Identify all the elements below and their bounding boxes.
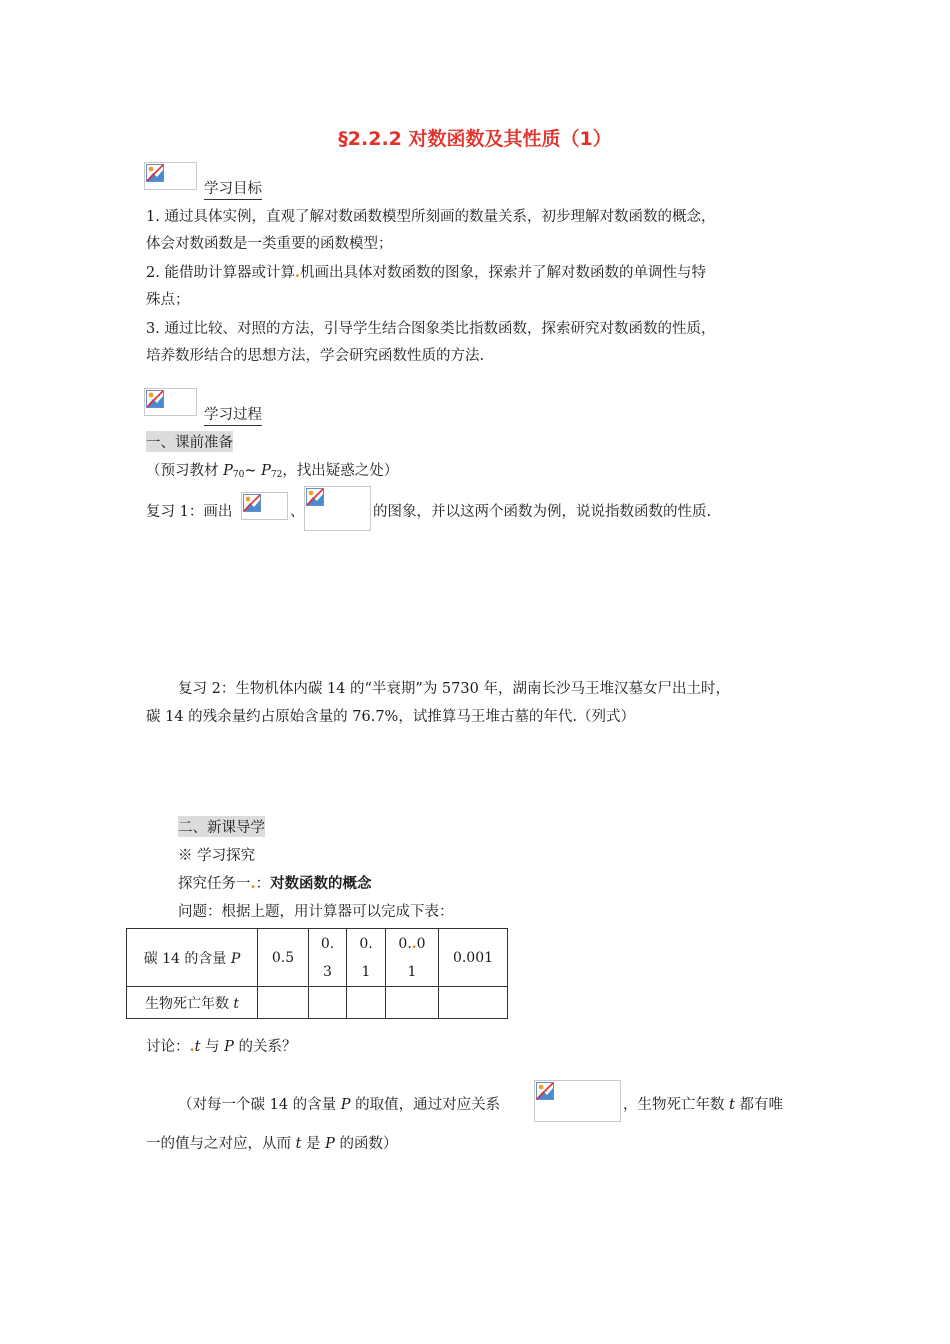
objective-3-line-2: 培养数形结合的思想方法，学会研究函数性质的方法. — [146, 348, 485, 364]
explore-heading: ※ 学习探究 — [178, 848, 256, 864]
table-cell: 0. 1 — [347, 929, 386, 987]
table-cell[interactable] — [258, 987, 309, 1019]
mark-dot: . — [411, 935, 417, 952]
review-2-line-1: 复习 2：生物机体内碳 14 的“半衰期”为 5730 年，湖南长沙马王堆汉墓女尸出土时， — [178, 681, 730, 697]
broken-image-icon — [144, 162, 197, 190]
objective-1-line-2: 体会对数函数是一类重要的函数模型； — [146, 236, 393, 252]
review-1-prefix: 复习 1：画出 — [146, 504, 233, 520]
table-cell[interactable] — [309, 987, 347, 1019]
note-line-2: 一的值与之对应，从而 t 是 P 的函数） — [146, 1136, 398, 1152]
table-header-cell: 碳 14 的含量 P — [127, 929, 258, 987]
review-1-separator: 、 — [290, 504, 305, 520]
objective-2-line-2: 殊点； — [146, 292, 190, 308]
process-heading: 学习过程 — [204, 403, 262, 426]
page-title: §2.2.2 对数函数及其性质（1） — [338, 128, 612, 150]
mark-dot: . — [250, 875, 256, 892]
note-line-1b: ，生物死亡年数 t 都有唯 — [623, 1097, 784, 1113]
task-heading: 探究任务一.：对数函数的概念 — [178, 875, 372, 892]
table-question: 问题：根据上题，用计算器可以完成下表： — [178, 904, 454, 920]
section-1-heading: 一、课前准备 — [146, 431, 233, 452]
review-2-line-2: 碳 14 的残余量约占原始含量的 76.7%，试推算马王堆古墓的年代.（列式） — [146, 709, 635, 725]
review-1-suffix: 的图象，并以这两个函数为例，说说指数函数的性质. — [373, 504, 712, 520]
table-cell: 0.5 — [258, 929, 309, 987]
table-row — [127, 929, 508, 987]
broken-image-icon — [241, 492, 288, 520]
table-cell[interactable] — [386, 987, 439, 1019]
objective-3-line-1: 3. 通过比较、对照的方法，引导学生结合图象类比指数函数，探索研究对数函数的性质， — [146, 321, 716, 337]
broken-image-icon — [534, 1080, 621, 1122]
table-cell: 0. 3 — [309, 929, 347, 987]
carbon-table — [126, 928, 508, 1019]
broken-image-icon — [144, 388, 197, 416]
discussion: 讨论：.t 与 P 的关系？ — [146, 1038, 297, 1055]
preview-note: （预习教材 $P_{70}\sim$ $P_{72}$，找出疑惑之处） — [146, 463, 399, 480]
table-header-cell: 生物死亡年数 t — [127, 987, 258, 1019]
objective-1-line-1: 1. 通过具体实例，直观了解对数函数模型所刻画的数量关系，初步理解对数函数的概念， — [146, 209, 716, 225]
table-cell[interactable] — [347, 987, 386, 1019]
section-2-heading: 二、新课导学 — [178, 816, 265, 837]
objectives-heading: 学习目标 — [204, 177, 262, 200]
objective-2-line-1: 2. 能借助计算器或计算.机画出具体对数函数的图象，探索并了解对数函数的单调性与特 — [146, 264, 707, 281]
table-cell[interactable] — [439, 987, 508, 1019]
table-row — [127, 987, 508, 1019]
note-line-1a: （对每一个碳 14 的含量 P 的取值，通过对应关系 — [178, 1097, 501, 1113]
table-cell: 0..0 1 — [386, 929, 439, 987]
table-cell: 0.001 — [439, 929, 508, 987]
mark-dot: . — [294, 264, 301, 281]
mark-dot: . — [189, 1038, 195, 1055]
broken-image-icon — [304, 486, 371, 531]
